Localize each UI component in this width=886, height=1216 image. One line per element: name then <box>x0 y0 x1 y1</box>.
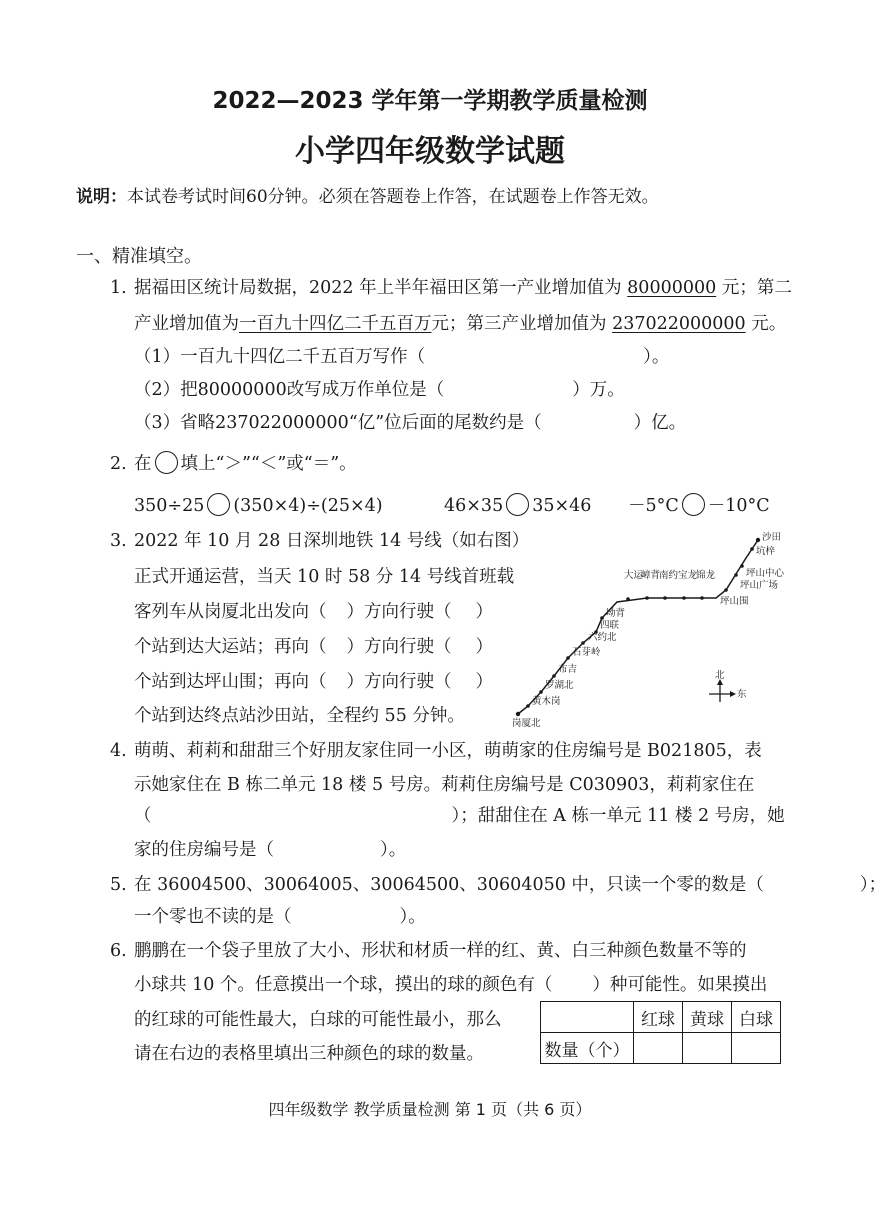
compass-icon <box>709 679 736 702</box>
station-label: 坪山围 <box>720 596 749 607</box>
compare-circle[interactable] <box>682 493 705 516</box>
station-dot <box>663 596 667 600</box>
instructions-label: 说明： <box>76 187 127 207</box>
yellow-count-cell[interactable] <box>683 1033 732 1064</box>
instructions-text: 本试卷考试时间60分钟。必须在答题卷上作答，在试题卷上作答无效。 <box>127 187 659 207</box>
station-label: 石芽岭 <box>572 647 601 658</box>
compass-north-label: 北 <box>715 670 725 681</box>
exam-subtitle: 小学四年级数学试题 <box>295 134 565 169</box>
q3-number: 3. <box>110 531 127 551</box>
station-dot <box>740 564 744 568</box>
exam-title: 2022—2023 学年第一学期教学质量检测 <box>212 88 648 114</box>
station-label: 坪山中心 <box>746 568 785 579</box>
q1-line-1: 1. 据福田区统计局数据，2022 年上半年福田区第一产业增加值为 80000000 元；第二 <box>110 278 792 298</box>
q6-line-1: 6. 鹏鹏在一个袋子里放了大小、形状和材质一样的红、黄、白三种颜色数量不等的 <box>110 941 747 961</box>
q6-number: 6. <box>110 941 127 961</box>
q3-line-4: 个站到达大运站；再向（ ）方向行驶（ ） <box>134 637 493 657</box>
station-dot <box>626 597 630 601</box>
q4-number: 4. <box>110 741 127 761</box>
page-footer: 四年级数学 教学质量检测 第 1 页（共 6 页） <box>268 1100 592 1119</box>
q1-sub-3: （3）省略237022000000“亿”位后面的尾数约是（ ）亿。 <box>134 413 687 433</box>
q1-sub-1: （1）一百九十四亿二千五百万写作（ ）。 <box>134 347 670 367</box>
q2-line-1: 2. 在 填上“＞”“＜”或“＝”。 <box>110 451 357 474</box>
station-label: 沙田 <box>762 532 782 543</box>
station-label: 锦龙 <box>696 570 716 581</box>
table-header-cell: 黄球 <box>683 1002 732 1033</box>
q4-line-2: 示她家住在 B 栋二单元 18 楼 5 号房。莉莉住房编号是 C030903，莉莉家住在 <box>134 775 755 795</box>
station-dot <box>682 596 686 600</box>
table-header-row <box>541 1002 781 1033</box>
q4-line-1: 4. 萌萌、莉莉和甜甜三个好朋友家住同一小区，萌萌家的住房编号是 B021805，表 <box>110 741 762 761</box>
station-dot <box>539 690 543 694</box>
station-dot <box>516 712 520 716</box>
station-dot <box>756 538 760 542</box>
metro-line-14-map <box>508 528 798 728</box>
table-row-label: 数量（个） <box>541 1033 634 1064</box>
q3-line-5: 个站到达坪山围；再向（ ）方向行驶（ ） <box>134 672 493 692</box>
table-header-cell: 红球 <box>634 1002 683 1033</box>
station-label: 南约 <box>659 570 679 581</box>
q3-line-1: 3. 2022 年 10 月 28 日深圳地铁 14 号线（如右图） <box>110 531 530 551</box>
station-dot <box>724 588 728 592</box>
section-1-title: 一、精准填空。 <box>76 246 202 267</box>
station-dot <box>645 596 649 600</box>
compass-east-label: 东 <box>737 689 747 700</box>
station-dot <box>700 596 704 600</box>
q1-number: 1. <box>110 278 127 298</box>
q6-line-4: 请在右边的表格里填出三种颜色的球的数量。 <box>134 1044 484 1064</box>
station-dot <box>526 704 530 708</box>
compare-circle[interactable] <box>155 451 178 474</box>
q3-line-3: 客列车从岗厦北出发向（ ）方向行驶（ ） <box>134 602 493 622</box>
station-label: 宝龙 <box>678 570 698 581</box>
station-dot <box>552 674 556 678</box>
station-label: 四联 <box>600 620 620 631</box>
station-label: 布吉 <box>558 664 578 675</box>
q3-line-2: 正式开通运营，当天 10 时 58 分 14 号线首班载 <box>134 567 515 587</box>
instructions <box>76 182 659 207</box>
compare-circle[interactable] <box>506 493 529 516</box>
q5-number: 5. <box>110 875 127 895</box>
station-label: 坳背 <box>606 608 626 619</box>
station-dot <box>566 656 570 660</box>
q4-line-4: 家的住房编号是（ ）。 <box>134 840 407 860</box>
station-dot <box>750 547 754 551</box>
q2-expression-3: －5°C －10°C <box>628 493 770 516</box>
table-header-cell: 白球 <box>732 1002 781 1033</box>
table-header-cell <box>541 1002 634 1033</box>
compare-circle[interactable] <box>207 493 230 516</box>
station-label: 坪山广场 <box>740 580 779 591</box>
white-count-cell[interactable] <box>732 1033 781 1064</box>
station-label: 岗厦北 <box>512 718 541 729</box>
q5-line-2: 一个零也不读的是（ ）。 <box>134 907 426 927</box>
q1-line-2: 产业增加值为一百九十四亿二千五百万元；第三产业增加值为 237022000000 元。 <box>134 314 787 334</box>
station-dot <box>734 573 738 577</box>
q1-sub-2: （2）把80000000改写成万作单位是（ ）万。 <box>134 380 625 400</box>
station-label: 坑梓 <box>756 546 776 557</box>
ball-count-table <box>540 1001 781 1064</box>
q5-line-1: 5. 在 36004500、30064005、30064500、30604050 中，只读一个零的数是（ ）； <box>110 875 886 895</box>
q2-expression-2: 46×35 35×46 <box>444 493 591 516</box>
q3-line-6: 个站到达终点站沙田站，全程约 55 分钟。 <box>134 706 465 726</box>
q6-line-3: 的红球的可能性最大，白球的可能性最小，那么 <box>134 1010 502 1030</box>
q2-number: 2. <box>110 454 127 474</box>
station-label: 黄木岗 <box>532 696 561 707</box>
table-row <box>541 1033 781 1064</box>
q4-line-3: （ ）；甜甜住在 A 栋一单元 11 楼 2 号房，她 <box>134 806 785 826</box>
station-label: 六约北 <box>588 632 617 643</box>
q6-line-2: 小球共 10 个。任意摸出一个球，摸出的球的颜色有（ ）种可能性。如果摸出 <box>134 975 768 995</box>
red-count-cell[interactable] <box>634 1033 683 1064</box>
station-label: 大运 <box>624 570 644 581</box>
q2-expression-1: 350÷25 (350×4)÷(25×4) <box>134 493 383 516</box>
station-label: 罗湖北 <box>545 680 574 691</box>
station-label: 嶂背 <box>641 570 661 581</box>
station-dot <box>581 641 585 645</box>
